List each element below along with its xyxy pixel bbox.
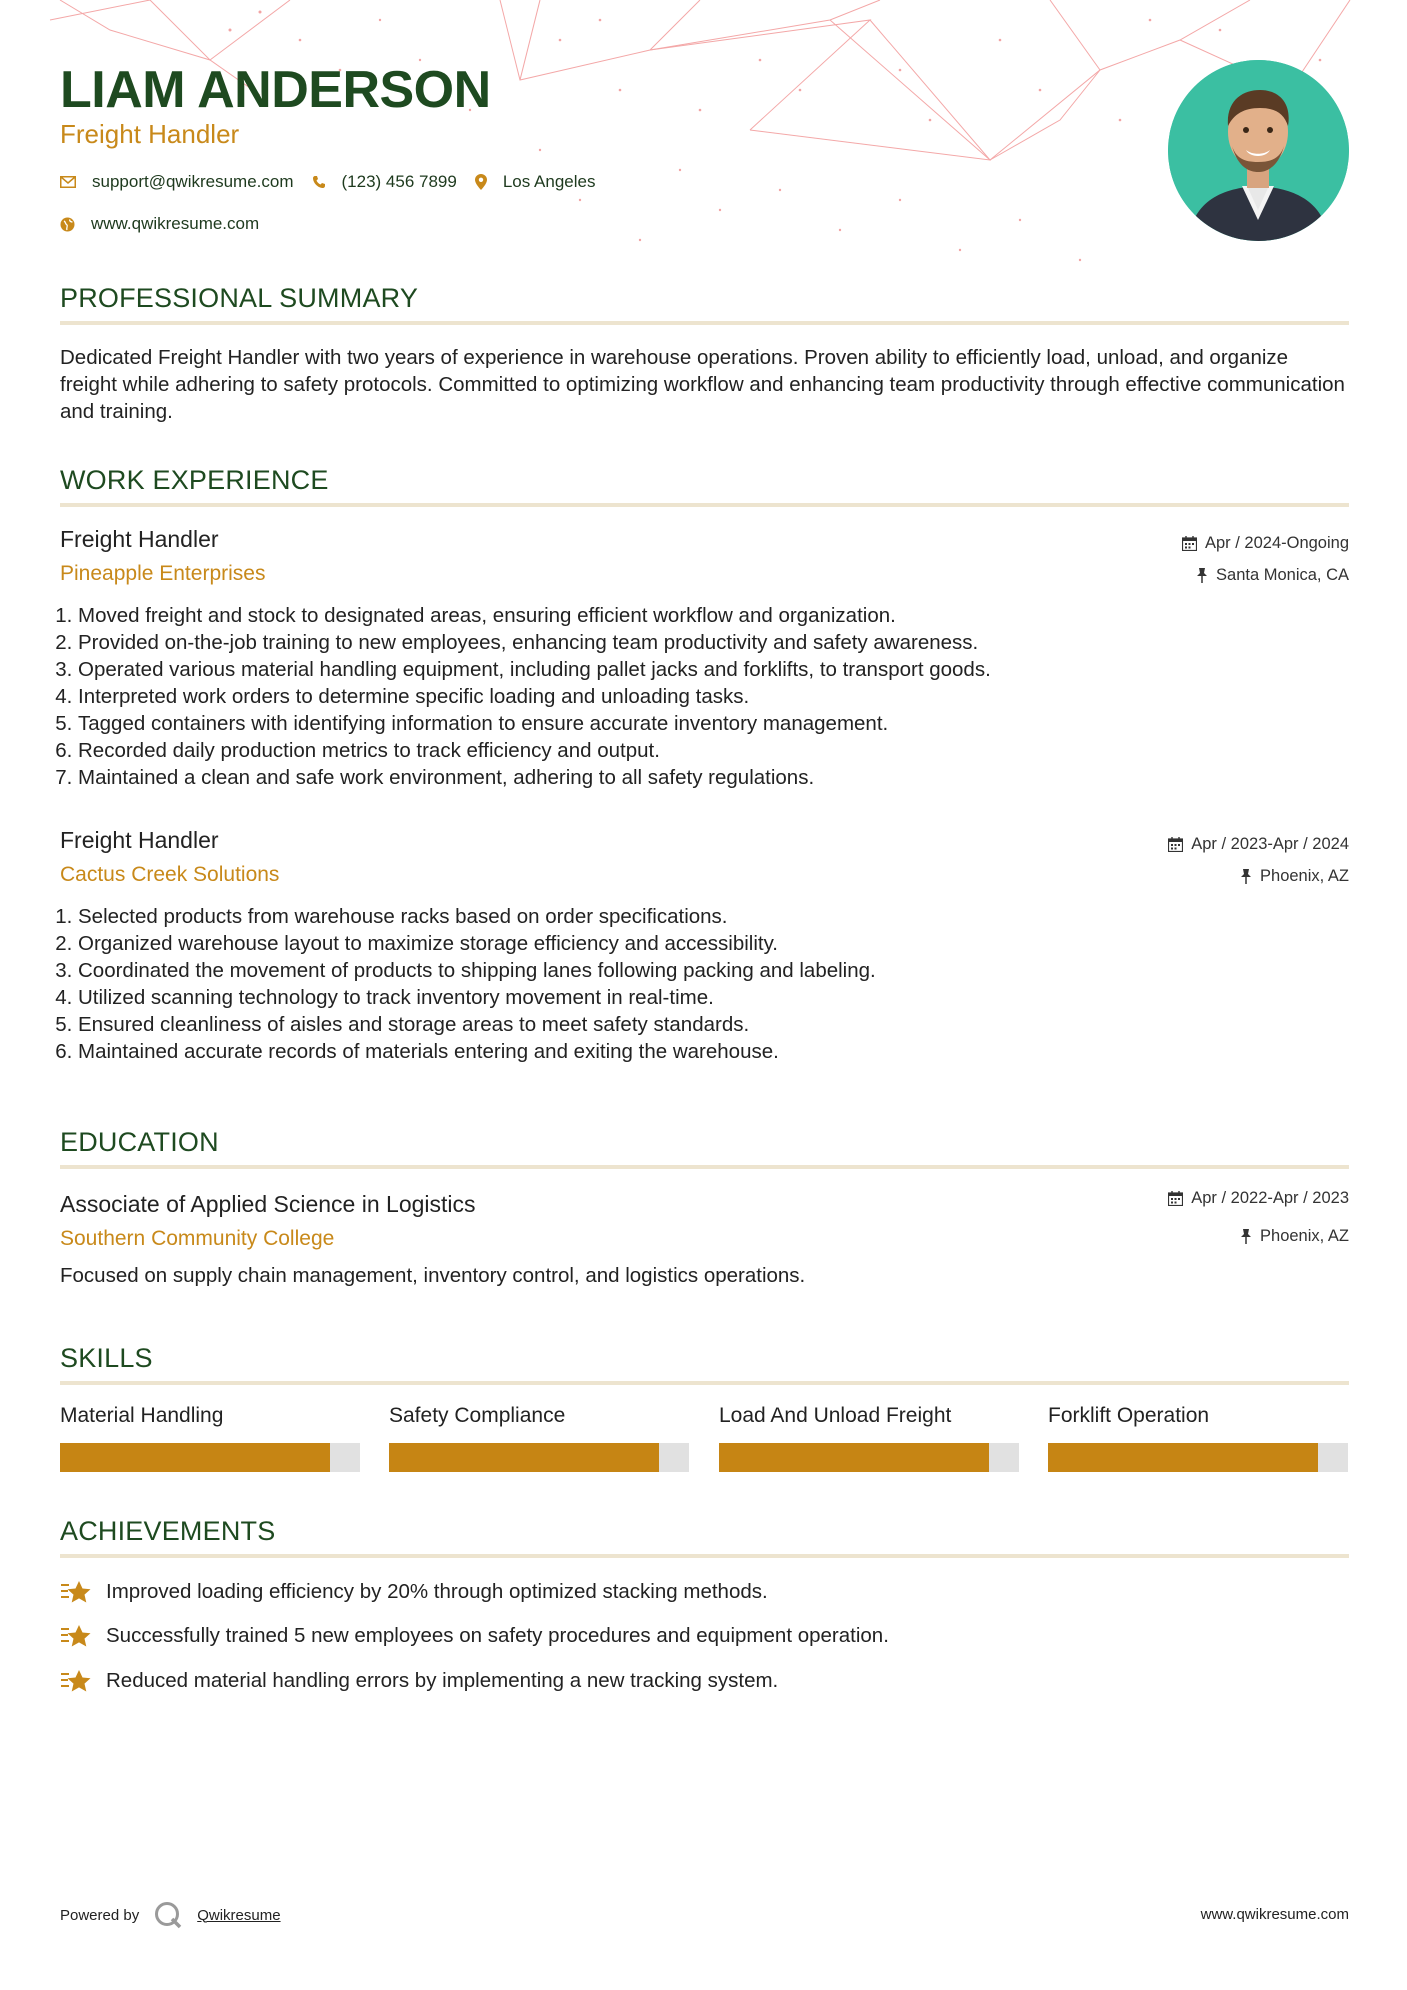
phone-icon — [312, 175, 326, 189]
list-item: 5. Ensured cleanliness of aisles and storage areas to meet safety standards. — [78, 1011, 876, 1038]
achievements-divider — [60, 1554, 1349, 1558]
skill-item — [1048, 1402, 1348, 1472]
skill-label: Forklift Operation — [1048, 1404, 1210, 1427]
skills-heading: SKILLS — [60, 1343, 153, 1373]
candidate-name: LIAM ANDERSON — [60, 61, 491, 119]
skills-divider — [60, 1381, 1349, 1385]
skill-bar — [719, 1443, 1019, 1472]
achievement-text: Reduced material handling errors by implementing a new tracking system. — [106, 1669, 779, 1692]
skill-label: Safety Compliance — [389, 1404, 566, 1427]
footer-powered-by — [60, 1900, 281, 1930]
contact-email[interactable] — [60, 172, 294, 192]
skill-label: Load And Unload Freight — [719, 1404, 952, 1427]
experience-divider — [60, 503, 1349, 507]
list-item: 3. Operated various material handling equipment, including pallet jacks and forklifts, to transport goods. — [78, 656, 991, 683]
pushpin-icon — [1196, 568, 1208, 583]
skill-bar-fill — [719, 1443, 989, 1472]
summary-text: Dedicated Freight Handler with two years of experience in warehouse operations. Proven ability to efficiently load, unload, and organize freight while adhering to safety protocols. Committed to optimizing workflow and enhancing team productivity through effective communication and training. — [60, 346, 1345, 423]
job-company: Cactus Creek Solutions — [60, 863, 280, 886]
contact-row — [60, 172, 613, 192]
summary-heading: PROFESSIONAL SUMMARY — [60, 283, 419, 313]
education-location-text: Phoenix, AZ — [1260, 1227, 1349, 1245]
website-text: www.qwikresume.com — [91, 214, 260, 233]
location-text: Los Angeles — [502, 172, 596, 191]
job-dates-text: Apr / 2024-Ongoing — [1204, 534, 1349, 552]
job-bullets — [52, 602, 991, 791]
skill-bar-fill — [389, 1443, 659, 1472]
skill-bar-fill — [60, 1443, 330, 1472]
star-badge-icon — [60, 1622, 92, 1650]
education-description: Focused on supply chain management, inventory control, and logistics operations. — [60, 1264, 806, 1287]
qwikresume-link[interactable]: Qwikresume — [197, 1906, 281, 1924]
skill-bar — [1048, 1443, 1348, 1472]
list-item: 2. Provided on-the-job training to new employees, enhancing team productivity and safety awareness. — [78, 629, 991, 656]
job-bullets — [52, 903, 876, 1065]
job-company: Pineapple Enterprises — [60, 562, 266, 585]
footer-url[interactable]: www.qwikresume.com — [1200, 1906, 1349, 1923]
skill-bar — [389, 1443, 689, 1472]
job-location-text: Santa Monica, CA — [1216, 566, 1349, 584]
star-badge-icon — [60, 1667, 92, 1695]
list-item: 1. Moved freight and stock to designated areas, ensuring efficient workflow and organization. — [78, 602, 991, 629]
job-location — [1240, 866, 1349, 886]
powered-by-label: Powered by — [60, 1906, 140, 1924]
achievement-item — [60, 1622, 889, 1650]
skill-item — [719, 1402, 1019, 1472]
education-dates-text: Apr / 2022-Apr / 2023 — [1191, 1189, 1349, 1207]
job-location-text: Phoenix, AZ — [1260, 867, 1349, 885]
contact-location — [475, 172, 596, 192]
achievement-text: Improved loading efficiency by 20% through optimized stacking methods. — [106, 1580, 768, 1603]
map-pin-icon — [475, 174, 487, 190]
education-dates — [1168, 1188, 1349, 1208]
job-title: Freight Handler — [60, 526, 219, 552]
list-item: 2. Organized warehouse layout to maximize storage efficiency and accessibility. — [78, 930, 876, 957]
email-text: support@qwikresume.com — [92, 172, 294, 191]
achievements-heading: ACHIEVEMENTS — [60, 1516, 276, 1546]
list-item: 4. Utilized scanning technology to track inventory movement in real-time. — [78, 984, 876, 1011]
list-item: 1. Selected products from warehouse racks based on order specifications. — [78, 903, 876, 930]
job-dates — [1168, 834, 1349, 854]
candidate-role: Freight Handler — [60, 119, 240, 149]
job-dates — [1182, 533, 1349, 553]
contact-phone[interactable] — [312, 172, 457, 192]
qwikresume-logo-icon — [153, 1900, 183, 1930]
list-item: 3. Coordinated the movement of products to shipping lanes following packing and labeling. — [78, 957, 876, 984]
website-row — [60, 214, 277, 234]
summary-divider — [60, 321, 1349, 325]
degree-title: Associate of Applied Science in Logistics — [60, 1191, 476, 1217]
calendar-icon — [1182, 536, 1197, 551]
list-item: 6. Recorded daily production metrics to track efficiency and output. — [78, 737, 991, 764]
school-name: Southern Community College — [60, 1227, 335, 1250]
education-heading: EDUCATION — [60, 1127, 219, 1157]
pushpin-icon — [1240, 869, 1252, 884]
contact-website[interactable] — [60, 214, 259, 234]
skill-item — [389, 1402, 689, 1472]
achievement-item — [60, 1667, 778, 1695]
list-item: 5. Tagged containers with identifying information to ensure accurate inventory management. — [78, 710, 991, 737]
achievement-item — [60, 1578, 768, 1606]
skill-label: Material Handling — [60, 1404, 224, 1427]
calendar-icon — [1168, 1191, 1183, 1206]
skill-bar-fill — [1048, 1443, 1318, 1472]
education-location — [1240, 1226, 1349, 1246]
profile-photo — [1168, 60, 1349, 241]
education-divider — [60, 1165, 1349, 1169]
achievement-text: Successfully trained 5 new employees on safety procedures and equipment operation. — [106, 1624, 889, 1647]
pushpin-icon — [1240, 1229, 1252, 1244]
globe-icon — [60, 217, 75, 232]
list-item: 7. Maintained a clean and safe work environment, adhering to all safety regulations. — [78, 764, 991, 791]
job-location — [1196, 565, 1349, 585]
list-item: 4. Interpreted work orders to determine specific loading and unloading tasks. — [78, 683, 991, 710]
envelope-icon — [60, 176, 76, 188]
star-badge-icon — [60, 1578, 92, 1606]
skill-item — [60, 1402, 360, 1472]
calendar-icon — [1168, 837, 1183, 852]
job-title: Freight Handler — [60, 827, 219, 853]
list-item: 6. Maintained accurate records of materials entering and exiting the warehouse. — [78, 1038, 876, 1065]
experience-heading: WORK EXPERIENCE — [60, 465, 329, 495]
skill-bar — [60, 1443, 360, 1472]
job-dates-text: Apr / 2023-Apr / 2024 — [1191, 835, 1349, 853]
phone-text: (123) 456 7899 — [341, 172, 457, 191]
person-portrait-icon — [1168, 60, 1349, 241]
